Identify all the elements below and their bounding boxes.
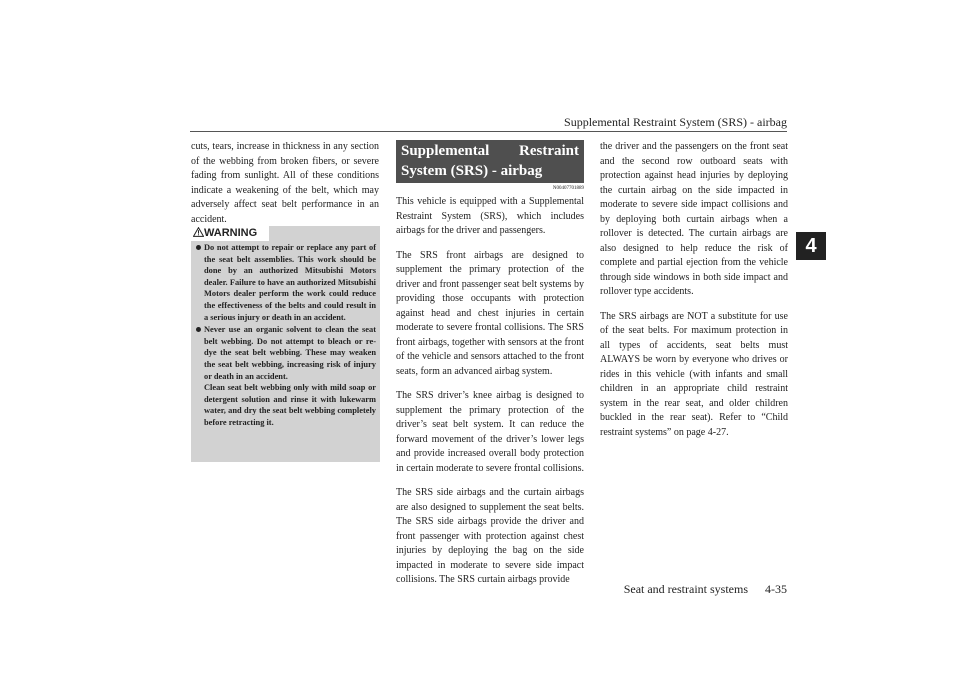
warning-item xyxy=(196,242,376,323)
body-paragraph: This vehicle is equipped with a Supplemental Restraint System (SRS), which includes airbags for the driver and passengers. xyxy=(396,196,584,236)
column-middle xyxy=(396,140,584,598)
footer xyxy=(610,582,787,597)
reference-code: N00407701889 xyxy=(552,186,584,191)
warning-content xyxy=(196,242,376,430)
warning-box xyxy=(191,226,380,462)
running-header: Supplemental Restraint System (SRS) - airbag xyxy=(564,115,787,129)
warning-triangle-icon xyxy=(193,227,204,237)
warning-text-continued: Clean seat belt webbing only with mild soap or detergent solution and rinse it with lukewarm water, and dry the seat belt webbing completely before retracting it. xyxy=(204,383,376,427)
column-left xyxy=(191,140,379,237)
warning-label-text: WARNING xyxy=(204,227,258,239)
chapter-tab[interactable]: 4 xyxy=(796,232,826,260)
body-paragraph: The SRS side airbags and the curtain airbags are also designed to supplement the seat belts. The SRS side airbags provide the driver and front passenger with protection against chest injuries by deploying the bag on the side impacted in moderate to severe side impact collisions. The SRS curtain airbags provide xyxy=(396,487,584,585)
body-paragraph: The SRS front airbags are designed to supplement the primary protection of the driver and front passenger seat belt systems by providing those occupants with protection against head and chest injuries in certain moderate to severe frontal collisions. The SRS front airbags, together with sensors at the front of the vehicle and sensors attached to the front seats, form an advanced airbag system. xyxy=(396,249,584,377)
page-number: 4-35 xyxy=(765,582,787,596)
body-paragraph: The SRS driver’s knee airbag is designed to supplement the primary protection of the driver’s seat belt system. It can reduce the forward movement of the driver’s lower legs and provide increased overall body protection in certain moderate to severe frontal collisions. xyxy=(396,390,584,474)
bullet-icon xyxy=(196,245,201,250)
body-paragraph: the driver and the passengers on the front seat and the second row outboard seats with protection against head injuries by deploying the curtain airbag on the side impacted in moderate to severe side impact collisions and by deploying both curtain airbags when a rollover is detected. The curtain airbags are also designed to help reduce the risk of complete and partial ejection from the vehicle through side windows in both side impact and rollover type accidents. xyxy=(600,141,788,297)
bullet-icon xyxy=(196,327,201,332)
warning-item xyxy=(196,324,376,428)
body-paragraph: cuts, tears, increase in thickness in any section of the webbing from broken fibers, or severe fading from sunlight. All of these conditions indicate a weakening of the belt, which may adversely affect seat belt performance in an accident. xyxy=(191,141,379,225)
header-rule xyxy=(190,131,787,132)
body-paragraph: The SRS airbags are NOT a substitute for use of the seat belts. For maximum protection in all types of accidents, seat belts must ALWAYS be worn by everyone who drives or rides in this vehicle (with infants and small children in an appropriate child restraint system in the rear seat, and older children buckled in the rear seat). Refer to “Child restraint systems” on page 4-27. xyxy=(600,310,788,438)
warning-text: Do not attempt to repair or replace any part of the seat belt assemblies. This work should be done by an authorized Mitsubishi Motors dealer. Failure to have an authorized Mitsubishi Motors dealer perform the work could reduce the effectiveness of the belts and could result in a serious injury or death in an accident. xyxy=(204,243,376,322)
column-right xyxy=(600,140,788,450)
footer-section: Seat and restraint systems xyxy=(623,582,748,596)
section-heading: Supplemental Restraint System (SRS) - airbag xyxy=(396,140,584,183)
warning-label xyxy=(191,226,269,241)
warning-text: Never use an organic solvent to clean the seat belt webbing. Do not attempt to bleach or re-dye the seat belt webbing. These may weaken the seat belt webbing, increasing risk of injury or death in an accident. xyxy=(204,325,376,381)
